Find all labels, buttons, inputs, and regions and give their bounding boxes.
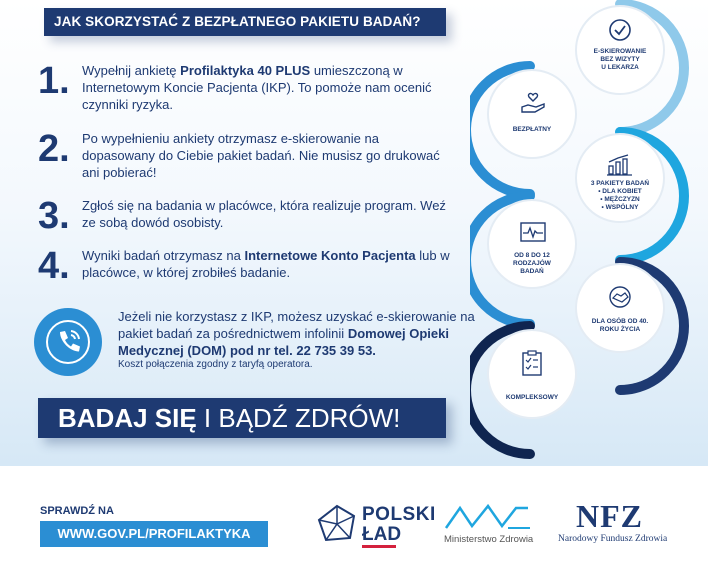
logo-underline	[362, 545, 396, 548]
step-number: 2.	[38, 128, 70, 170]
circle-label-free: BEZPŁATNY	[512, 126, 552, 133]
check-label: SPRAWDŹ NA	[40, 505, 114, 517]
polski-lad-emblem-icon	[316, 502, 358, 544]
circle-label-tests-count: OD 8 DO 12 RODZAJÓW BADAŃ	[513, 252, 551, 275]
logo-lad-text: ŁAD	[362, 524, 402, 545]
checklist-icon	[521, 350, 543, 376]
chart-people-icon	[606, 154, 634, 176]
handshake-icon	[607, 286, 633, 308]
ministerstwo-zdrowia-logo	[444, 502, 544, 548]
nfz-text: Narodowy Fundusz Zdrowia	[558, 534, 668, 544]
nfz-logo	[560, 500, 680, 548]
step-text: Wyniki badań otrzymasz na Internetowe Konto Pacjenta lub w placówce, w której zrobiłeś badanie.	[82, 248, 450, 280]
phone-text: Jeżeli nie korzystasz z IKP, możesz uzyskać e-skierowanie na pakiet badań za pośrednictwem infolinii Domowej Opieki Medycznej (DOM) pod nr tel. 22 735 39 53.	[118, 309, 475, 358]
mz-text: Ministerstwo Zdrowia	[444, 534, 534, 545]
profilaktyka-link[interactable]: WWW.GOV.PL/PROFILAKTYKA	[40, 521, 268, 547]
phone-icon	[34, 308, 102, 376]
mz-wave-icon	[444, 502, 534, 532]
header-title: JAK SKORZYSTAĆ Z BEZPŁATNEGO PAKIETU BADAŃ?	[44, 8, 446, 36]
polski-lad-logo	[316, 502, 436, 548]
step-number: 1.	[38, 60, 70, 102]
circle-label-age: DLA OSÓB OD 40. ROKU ŻYCIA	[591, 318, 649, 333]
step-text: Wypełnij ankietę Profilaktyka 40 PLUS umieszczoną w Internetowym Koncie Pacjenta (IKP). To pomoże nam ocenić czynniki ryzyka.	[82, 63, 432, 112]
nfz-letters: NFZ	[576, 498, 643, 534]
logo-polski-text: POLSKI	[362, 504, 436, 525]
phone-cost-note: Koszt połączenia zgodny z taryfą operatora.	[118, 359, 313, 370]
circle-label-comprehensive: KOMPLEKSOWY	[505, 394, 559, 401]
step-number: 3.	[38, 195, 70, 237]
ecg-monitor-icon	[520, 222, 546, 244]
step-text: Po wypełnieniu ankiety otrzymasz e-skierowanie na dopasowany do Ciebie pakiet badań. Nie musisz go drukować ani pobierać!	[82, 131, 440, 180]
benefits-chain	[470, 0, 708, 466]
circle-label-packages: 3 PAKIETY BADAŃ • DLA KOBIET • MĘŻCZYZN • WSPÓLNY	[590, 180, 650, 211]
step-number: 4.	[38, 245, 70, 287]
slogan-banner: BADAJ SIĘ I BĄDŹ ZDRÓW!	[38, 398, 446, 438]
step-text: Zgłoś się na badania w placówce, która realizuje program. Weź ze sobą dowód osobisty.	[82, 198, 446, 230]
circle-label-e-referral: E-SKIEROWANIE BEZ WIZYTY U LEKARZA	[593, 48, 647, 71]
e-referral-icon	[608, 18, 632, 42]
hand-heart-icon	[520, 92, 546, 114]
phone-info	[34, 308, 474, 380]
